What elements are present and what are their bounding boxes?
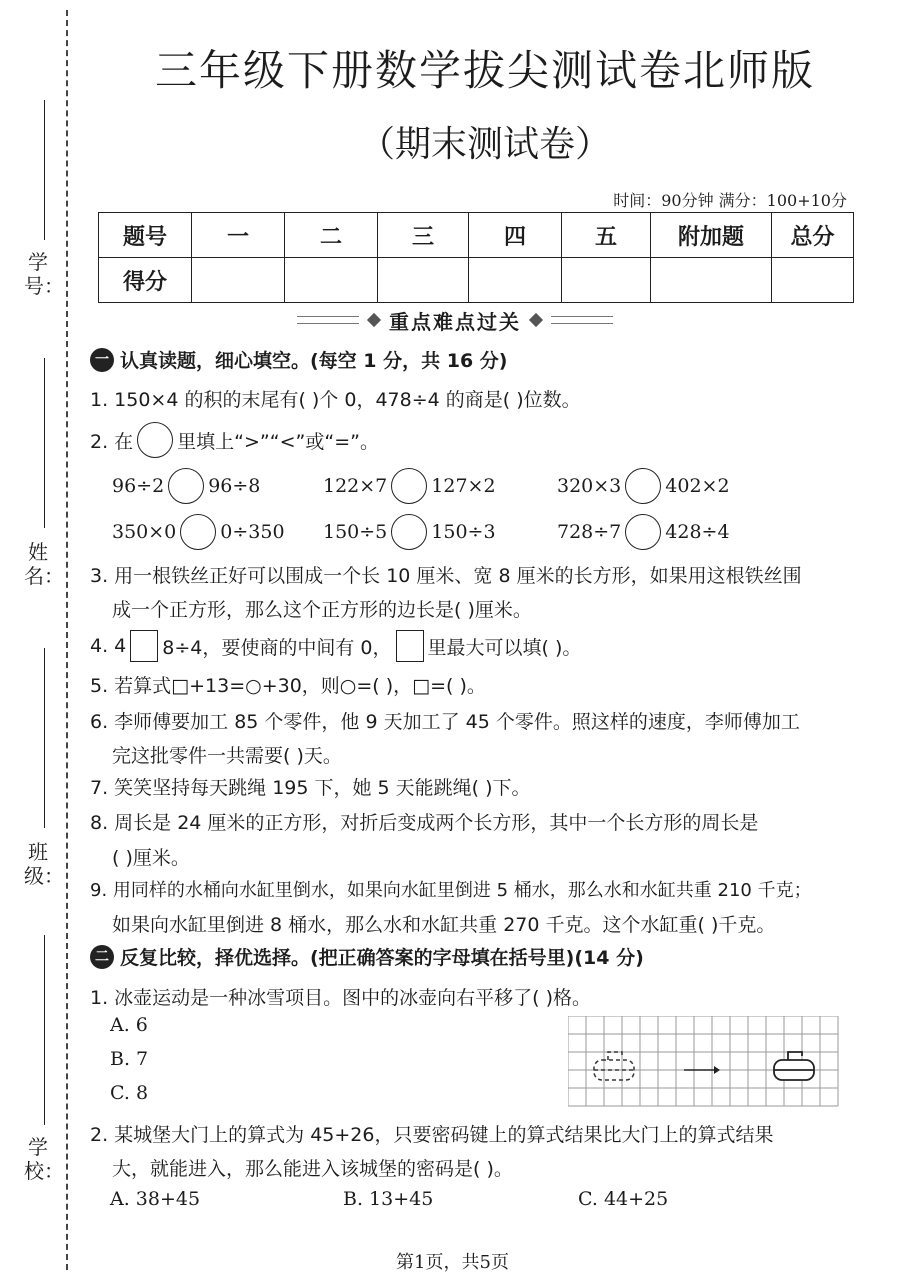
option-b[interactable]: B. 13+45: [343, 1188, 434, 1210]
header-cell: 三: [378, 213, 469, 258]
comparison-answer-circle[interactable]: [391, 468, 427, 504]
page-title: 三年级下册数学拔尖测试卷北师版: [154, 46, 815, 95]
score-cell[interactable]: [772, 258, 854, 303]
banner-diamond-icon: [367, 313, 381, 327]
section-1-number: 一: [90, 348, 114, 372]
name-label: 姓名：: [24, 540, 64, 588]
score-cell[interactable]: [192, 258, 285, 303]
curling-stone-start-icon: [594, 1052, 634, 1080]
header-cell: 五: [562, 213, 651, 258]
curling-grid-figure: [568, 1016, 840, 1108]
banner-rule-left: [297, 316, 359, 324]
header-cell: 二: [285, 213, 378, 258]
question-1-1: 1. 150×4 的积的末尾有( )个 0，478÷4 的商是( )位数。: [90, 389, 581, 411]
header-cell: 一: [192, 213, 285, 258]
comparison-left: 728÷7: [557, 521, 622, 543]
comparison-answer-circle[interactable]: [625, 514, 661, 550]
square-blank-box[interactable]: [130, 630, 158, 662]
score-cell[interactable]: [469, 258, 562, 303]
header-cell: 总分: [772, 213, 854, 258]
option-a[interactable]: A. 6: [110, 1014, 148, 1036]
question-2-2-cont: 大，就能进入，那么能进入该城堡的密码是( )。: [112, 1158, 513, 1180]
score-cell[interactable]: [285, 258, 378, 303]
comparison-answer-circle[interactable]: [625, 468, 661, 504]
section-banner: [290, 304, 620, 336]
binding-dashed-line: [66, 10, 68, 1270]
class-write-line[interactable]: [44, 648, 45, 828]
student-id-label: 学号：: [24, 250, 64, 298]
curling-stone-end-icon: [774, 1052, 814, 1080]
student-id-write-line[interactable]: [44, 100, 45, 240]
score-cell[interactable]: [378, 258, 469, 303]
question-1-3-cont: 成一个正方形，那么这个正方形的边长是( )厘米。: [112, 599, 532, 621]
header-cell: 附加题: [651, 213, 772, 258]
comparison-item: [557, 468, 730, 504]
comparison-left: 96÷2: [112, 475, 165, 497]
comparison-right: 428÷4: [665, 521, 730, 543]
score-table-header-row: [99, 213, 854, 258]
q4-part-a: 4. 4: [90, 635, 127, 657]
comparison-right: 96÷8: [208, 475, 261, 497]
comparison-item: [557, 514, 730, 550]
section-1-heading: [90, 346, 508, 373]
exam-meta: 时间：90分钟 满分：100+10分: [613, 191, 847, 210]
question-1-2: [90, 422, 379, 458]
comparison-answer-circle[interactable]: [391, 514, 427, 550]
option-c[interactable]: C. 44+25: [578, 1188, 669, 1210]
comparison-item: [112, 468, 260, 504]
comparison-right: 150÷3: [431, 521, 496, 543]
comparison-item: [112, 514, 285, 550]
comparison-item: [323, 514, 496, 550]
comparison-item: [323, 468, 496, 504]
question-1-8-cont: ( )厘米。: [112, 847, 190, 869]
q4-part-c: 里最大可以填( )。: [427, 636, 582, 659]
school-write-line[interactable]: [44, 935, 45, 1125]
header-cell: 题号: [99, 213, 192, 258]
comparison-left: 320×3: [557, 475, 622, 497]
class-label: 班级：: [24, 840, 64, 888]
banner-rule-right: [551, 316, 613, 324]
q4-part-b: 8÷4，要使商的中间有 0，: [162, 636, 392, 659]
comparison-right: 402×2: [665, 475, 730, 497]
section-2-heading: [90, 943, 644, 970]
option-b[interactable]: B. 7: [110, 1048, 149, 1070]
move-arrow-icon: [684, 1066, 720, 1074]
school-label: 学校：: [24, 1135, 64, 1183]
option-a[interactable]: A. 38+45: [110, 1188, 201, 1210]
comparison-left: 122×7: [323, 475, 388, 497]
name-write-line[interactable]: [44, 358, 45, 528]
section-2-title: 反复比较，择优选择。(把正确答案的字母填在括号里)(14 分): [120, 947, 644, 969]
page-subtitle: （期末测试卷）: [358, 124, 611, 165]
banner-text: 重点难点过关: [389, 309, 521, 334]
comparison-left: 150÷5: [323, 521, 388, 543]
score-table-score-row: [99, 258, 854, 303]
question-2-2: 2. 某城堡大门上的算式为 45+26，只要密码键上的算式结果比大门上的算式结果: [90, 1124, 774, 1146]
comparison-right: 0÷350: [220, 521, 285, 543]
circle-blank-icon: [137, 422, 173, 458]
question-2-1: 1. 冰壶运动是一种冰雪项目。图中的冰壶向右平移了( )格。: [90, 987, 592, 1009]
section-2-number: 二: [90, 945, 114, 969]
q2-prefix: 2. 在: [90, 430, 134, 453]
comparison-answer-circle[interactable]: [168, 468, 204, 504]
question-1-9-cont: 如果向水缸里倒进 8 桶水，那么水和水缸共重 270 千克。这个水缸重( )千克。: [112, 914, 776, 936]
page-footer: 第1页，共5页: [396, 1252, 509, 1273]
question-1-6-cont: 完这批零件一共需要( )天。: [112, 745, 342, 767]
q2-suffix: 里填上“>”“<”或“=”。: [177, 430, 379, 453]
score-row-label: 得分: [99, 258, 192, 303]
comparison-left: 350×0: [112, 521, 177, 543]
section-1-title: 认真读题，细心填空。(每空 1 分，共 16 分): [120, 350, 508, 372]
question-1-5: 5. 若算式□+13=○+30，则○=( )，□=( )。: [90, 675, 486, 697]
question-1-8: 8. 周长是 24 厘米的正方形，对折后变成两个长方形，其中一个长方形的周长是: [90, 812, 759, 834]
question-1-9: 9. 用同样的水桶向水缸里倒水，如果向水缸里倒进 5 桶水，那么水和水缸共重 210 千克；: [90, 880, 812, 901]
score-cell[interactable]: [562, 258, 651, 303]
banner-diamond-icon: [529, 313, 543, 327]
option-c[interactable]: C. 8: [110, 1082, 149, 1104]
question-1-4: [90, 630, 581, 662]
square-blank-icon: [396, 630, 424, 662]
comparison-answer-circle[interactable]: [180, 514, 216, 550]
question-1-7: 7. 笑笑坚持每天跳绳 195 下，她 5 天能跳绳( )下。: [90, 777, 531, 799]
header-cell: 四: [469, 213, 562, 258]
question-1-3: 3. 用一根铁丝正好可以围成一个长 10 厘米、宽 8 厘米的长方形，如果用这根铁丝围: [90, 565, 802, 587]
comparison-right: 127×2: [431, 475, 496, 497]
question-1-6: 6. 李师傅要加工 85 个零件，他 9 天加工了 45 个零件。照这样的速度，李师傅加工: [90, 711, 800, 733]
score-table: [98, 212, 854, 303]
score-cell[interactable]: [651, 258, 772, 303]
